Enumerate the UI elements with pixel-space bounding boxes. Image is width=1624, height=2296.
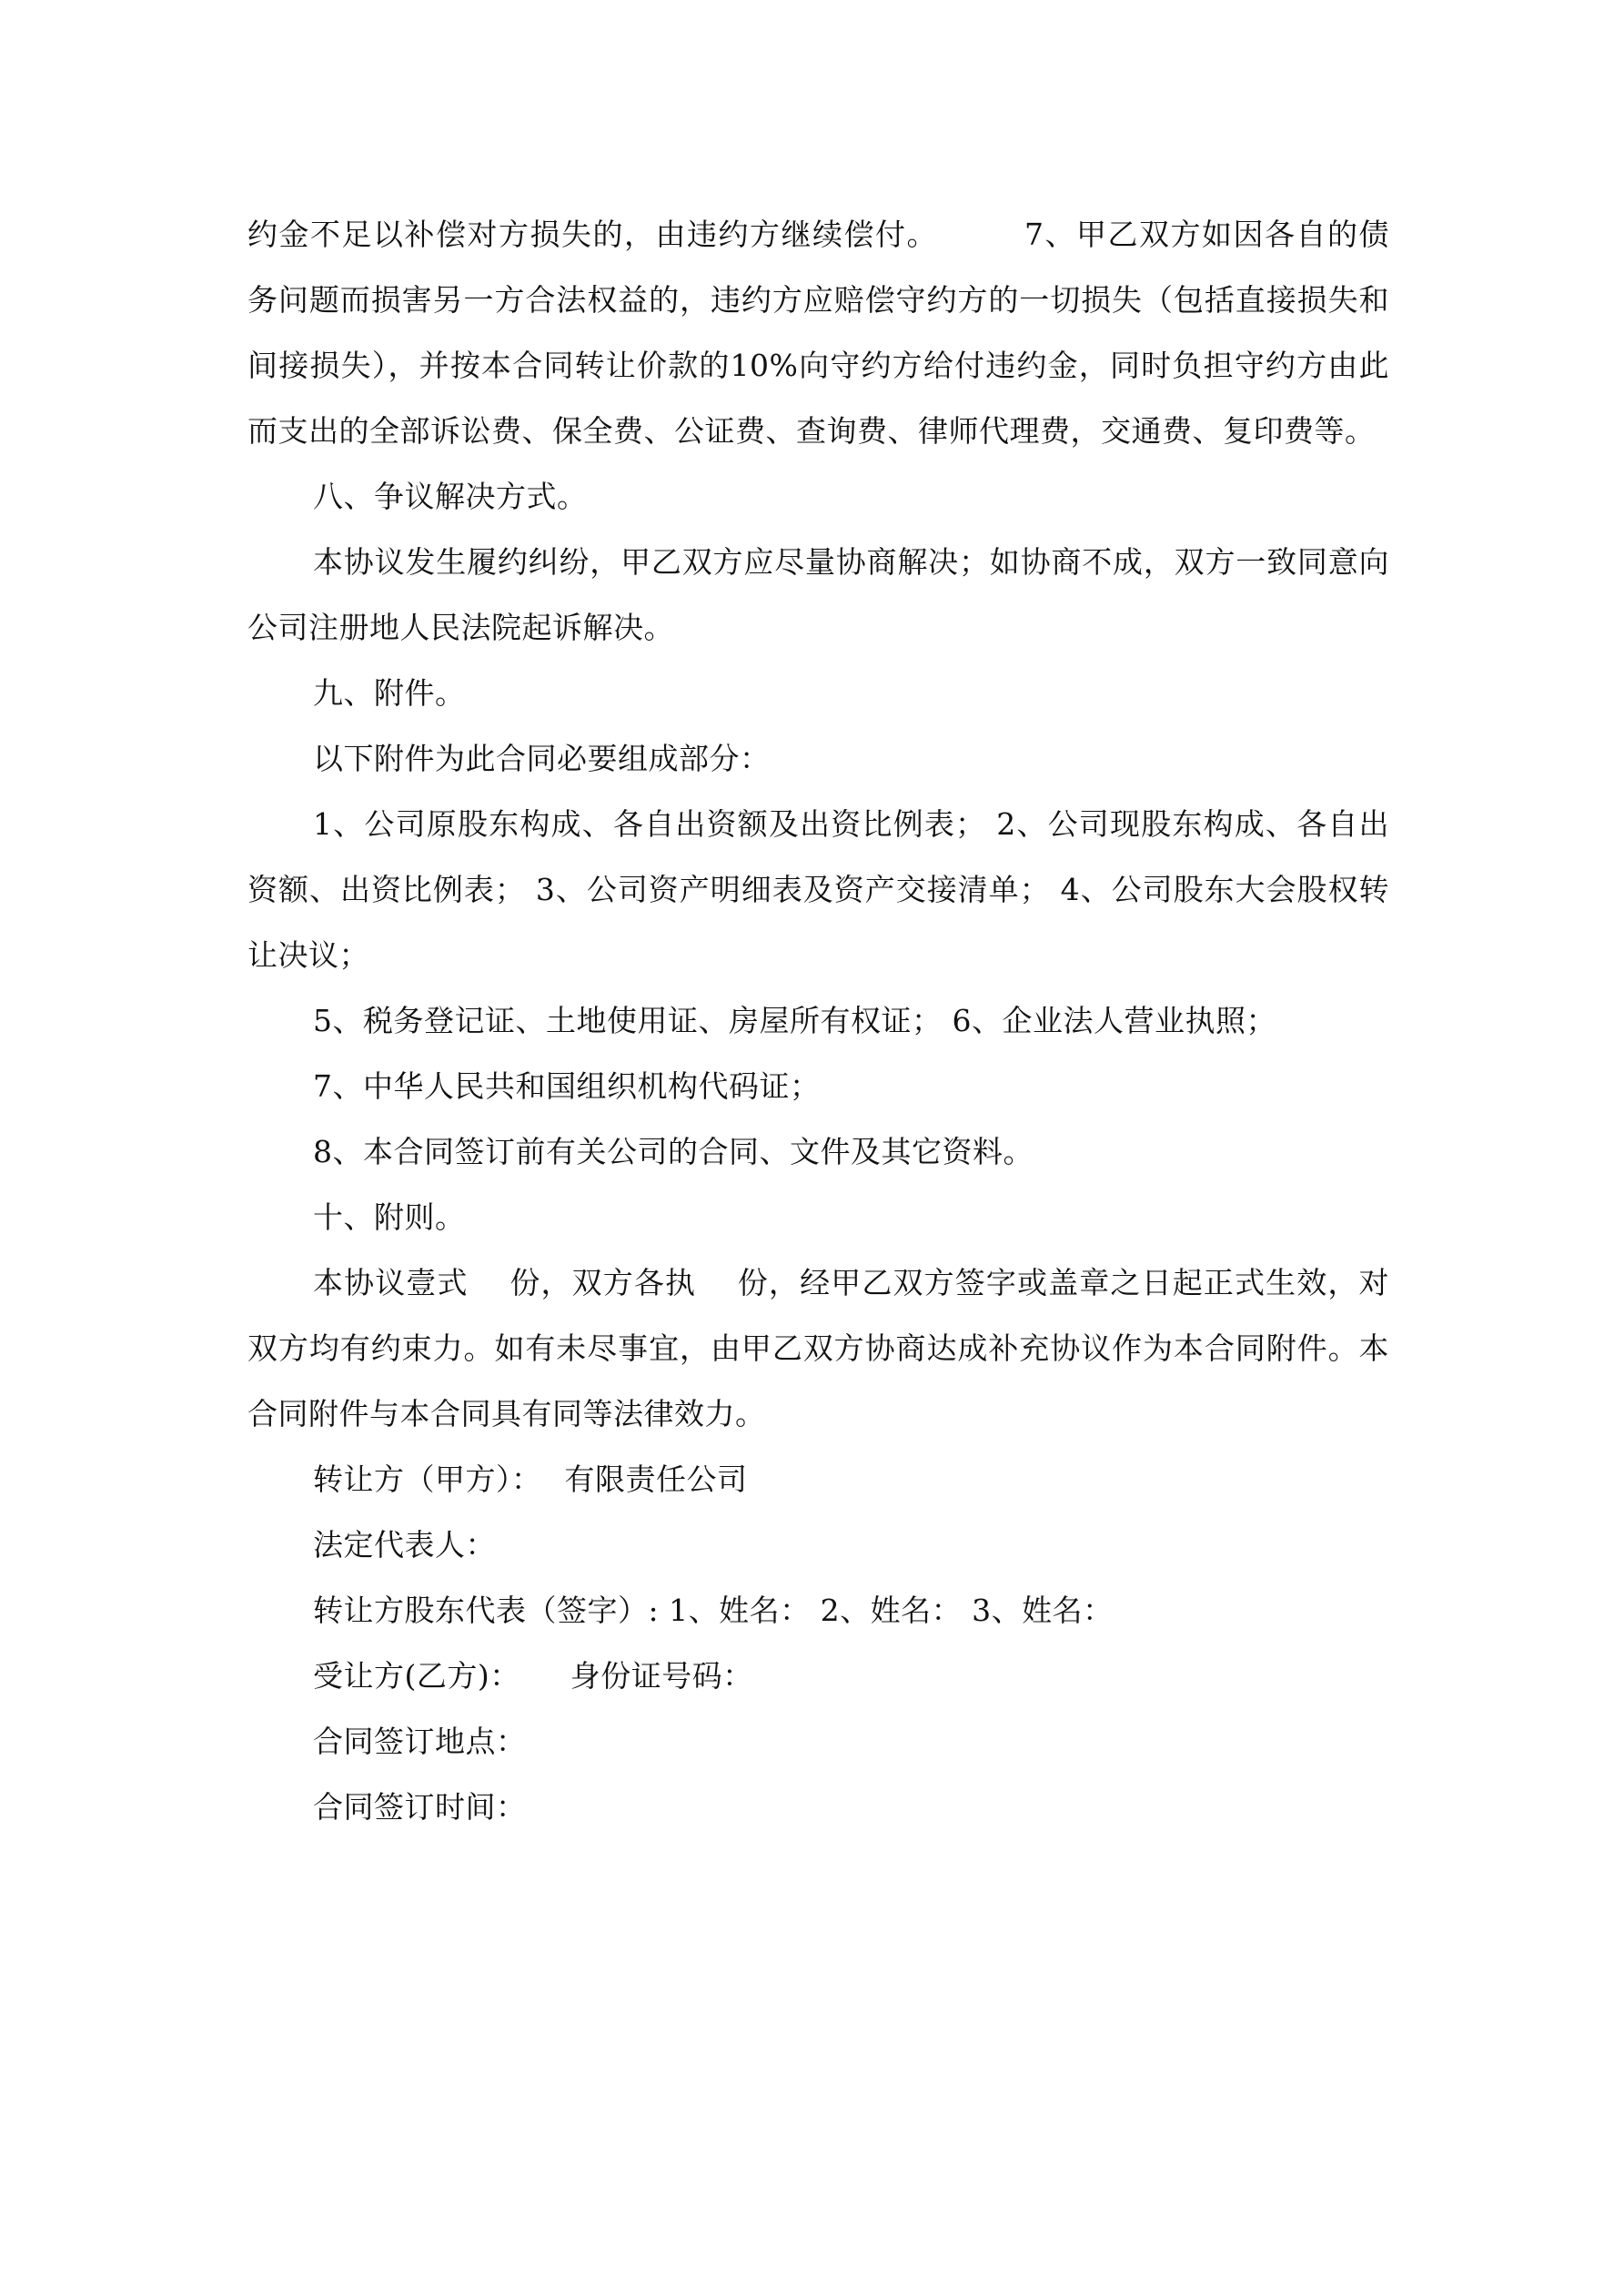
signature-legal-representative: 法定代表人： <box>313 1527 496 1563</box>
signature-label: 身份证号码： <box>570 1658 753 1694</box>
signature-value: 有限责任公司 <box>564 1462 748 1497</box>
section-10-body <box>247 1250 1389 1447</box>
paragraph-text: 份，双方各执 <box>509 1265 697 1300</box>
section-10-title: 十、附则。 <box>313 1199 466 1235</box>
paragraph-text: 份，经甲乙双方签字或盖章之日起正式生效，对双方均有约束力。如有未尽事宜，由甲乙双方协商达成补充协议作为本合同附件。本合同附件与本合同具有同等法律效力。 <box>247 1265 1390 1431</box>
attachment-list-item: 7、中华人民共和国组织机构代码证； <box>313 1068 821 1104</box>
attachment-list-item: 8、本合同签订前有关公司的合同、文件及其它资料。 <box>313 1134 1034 1169</box>
signature-transferee <box>247 1644 1389 1709</box>
section-8-body: 本协议发生履约纠纷，甲乙双方应尽量协商解决；如协商不成，双方一致同意向公司注册地人民法院起诉解决。 <box>247 544 1389 645</box>
paragraph-text: 本协议壹式 <box>313 1265 469 1300</box>
paragraph-breach-compensation <box>247 202 1389 464</box>
attachment-list-item: 5、税务登记证、土地使用证、房屋所有权证； 6、企业法人营业执照； <box>313 1003 1276 1038</box>
section-9-title: 九、附件。 <box>313 675 466 711</box>
paragraph-text: 7、甲乙双方如因各自的债务问题而损害另一方合法权益的，违约方应赔偿守约方的一切损失（包括直接损失和间接损失），并按本合同转让价款的10%向守约方给付违约金，同时负担守约方由此而支出的全部诉讼费、保全费、公证费、查询费、律师代理费，交通费、复印费等。 <box>247 217 1389 449</box>
signature-label: 受让方(乙方)： <box>313 1658 520 1694</box>
paragraph-text: 约金不足以补偿对方损失的，由违约方继续偿付。 <box>247 217 938 252</box>
section-8-title: 八、争议解决方式。 <box>313 479 588 514</box>
signature-shareholder-representatives: 转让方股东代表（签字）: 1、姓名： 2、姓名： 3、姓名： <box>313 1593 1114 1628</box>
signature-place: 合同签订地点： <box>313 1724 527 1759</box>
attachment-list-item: 1、公司原股东构成、各自出资额及出资比例表； 2、公司现股东构成、各自出资额、出资比例表； 3、公司资产明细表及资产交接清单； 4、公司股东大会股权转让决议； <box>247 806 1389 973</box>
section-9-intro: 以下附件为此合同必要组成部分： <box>313 741 771 776</box>
document-body <box>247 202 1389 1840</box>
signature-label: 转让方（甲方）： <box>313 1462 542 1497</box>
signature-transferor <box>247 1447 1389 1512</box>
signature-time: 合同签订时间： <box>313 1789 527 1825</box>
